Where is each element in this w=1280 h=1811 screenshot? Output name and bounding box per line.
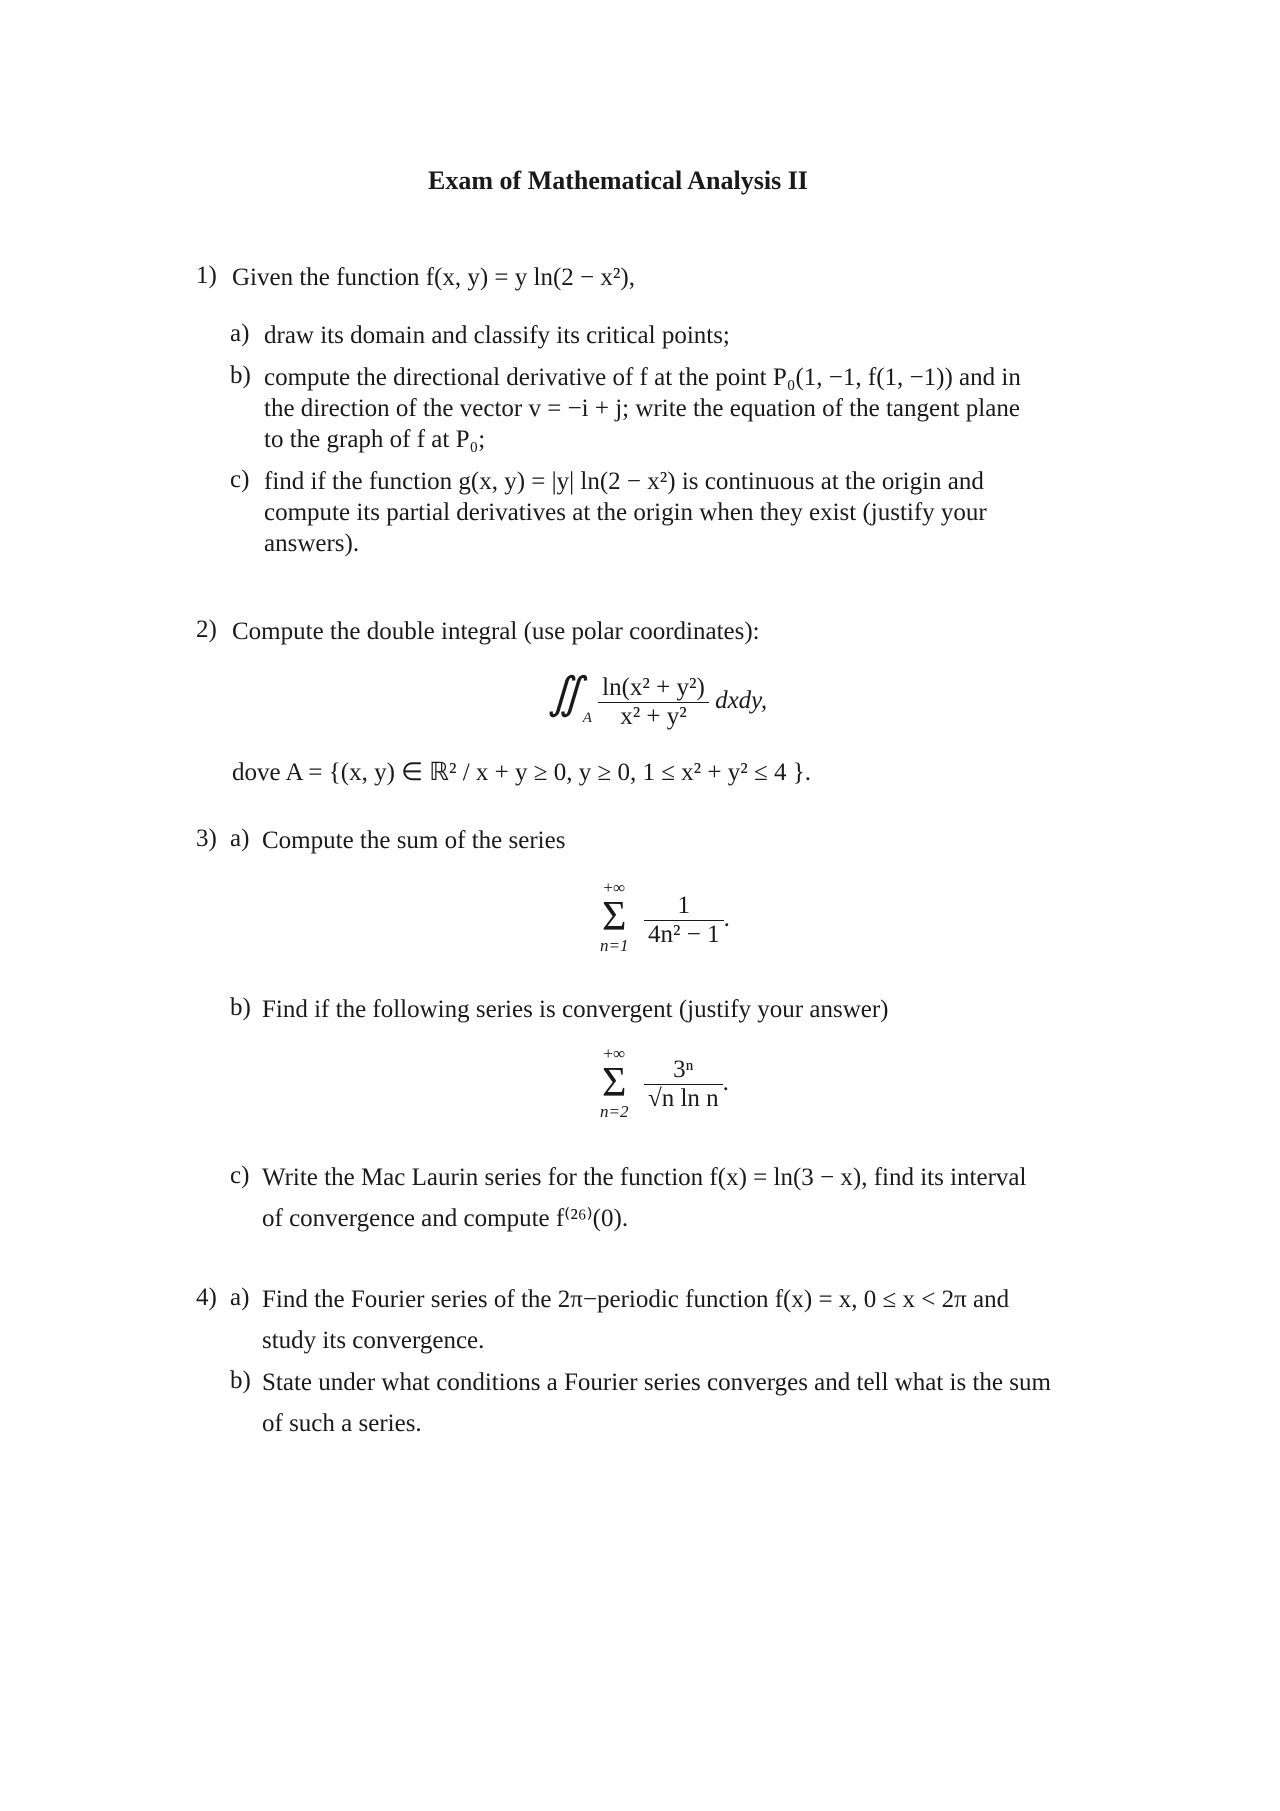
q2-domain: dove A = {(x, y) ∈ ℝ² / x + y ≥ 0, y ≥ 0, 1 ≤ x² + y² ≤ 4 }. [232, 759, 811, 786]
integral-numerator: ln(x² + y²) [598, 674, 709, 703]
q1-number: 1) [196, 262, 217, 289]
series-b-term [644, 1056, 729, 1113]
q1-c-label: c) [230, 466, 250, 493]
q1-a-label: a) [230, 320, 250, 347]
q4-b-label: b) [230, 1367, 251, 1394]
q1-b-line1: compute the directional derivative of f at the point P₀(1, −1, f(1, −1)) and in [264, 364, 1021, 391]
q3-b-label: b) [230, 994, 251, 1021]
q1-b-line3: to the graph of f at P₀; [264, 426, 486, 453]
page-title: Exam of Mathematical Analysis II [428, 166, 808, 195]
q2-intro: Compute the double integral (use polar coordinates): [232, 618, 760, 645]
series-b-denominator: √n ln n [648, 1085, 719, 1112]
q3-number: 3) [196, 825, 217, 852]
series-a-denominator: 4n² − 1 [648, 921, 720, 948]
double-integral [548, 668, 767, 731]
q1-c-line2: compute its partial derivatives at the origin when they exist (justify your [264, 499, 987, 526]
q2-number: 2) [196, 616, 217, 643]
series-a-numerator: 1 [644, 892, 724, 921]
q3-c-line1: Write the Mac Laurin series for the function f(x) = ln(3 − x), find its interval [262, 1164, 1027, 1191]
series-b-upper: +∞ [603, 1044, 626, 1063]
series-b-end: . [722, 1069, 729, 1097]
sigma-icon: Σ [602, 1060, 627, 1106]
q4-b-line1: State under what conditions a Fourier series converges and tell what is the sum [262, 1369, 1051, 1396]
double-integral-sign: ∬ [548, 669, 583, 718]
series-a-lower: n=1 [600, 936, 629, 955]
q3-b-text: Find if the following series is convergent (justify your answer) [262, 996, 889, 1023]
integral-region: A [582, 710, 592, 726]
integral-denominator: x² + y² [620, 702, 687, 730]
q1-b-line2: the direction of the vector v = −i + j; write the equation of the tangent plane [264, 395, 1020, 422]
q3-c-label: c) [230, 1162, 250, 1189]
series-a-term [644, 892, 730, 949]
q4-a-line2: study its convergence. [262, 1327, 485, 1354]
q1-b-label: b) [230, 362, 251, 389]
integral-tail: dxdy, [715, 687, 768, 714]
q3-c-line2: of convergence and compute f⁽²⁶⁾(0). [262, 1205, 629, 1232]
q4-number: 4) [196, 1284, 217, 1311]
series-b-numerator: 3ⁿ [644, 1056, 723, 1085]
series-b-fraction [644, 1056, 723, 1113]
sigma-icon: Σ [602, 894, 627, 940]
series-a-end: . [723, 905, 730, 933]
q4-b-line2: of such a series. [262, 1410, 422, 1437]
series-b-lower: n=2 [600, 1102, 629, 1121]
q1-c-line3: answers). [264, 530, 360, 557]
series-a-upper: +∞ [603, 878, 626, 897]
series-a-fraction [644, 892, 724, 949]
series-b-sigma [600, 1044, 628, 1122]
q3-a-text: Compute the sum of the series [262, 827, 566, 854]
q1-c-line1: find if the function g(x, y) = |y| ln(2 − x²) is continuous at the origin and [264, 468, 984, 495]
q1-a-text: draw its domain and classify its critical points; [264, 322, 730, 349]
series-a-sigma [600, 878, 628, 956]
integral-fraction [598, 674, 709, 731]
q4-a-line1: Find the Fourier series of the 2π−periodic function f(x) = x, 0 ≤ x < 2π and [262, 1286, 1010, 1313]
q1-intro: Given the function f(x, y) = y ln(2 − x²), [232, 264, 635, 291]
q3-a-label: a) [230, 825, 250, 852]
q4-a-label: a) [230, 1284, 250, 1311]
